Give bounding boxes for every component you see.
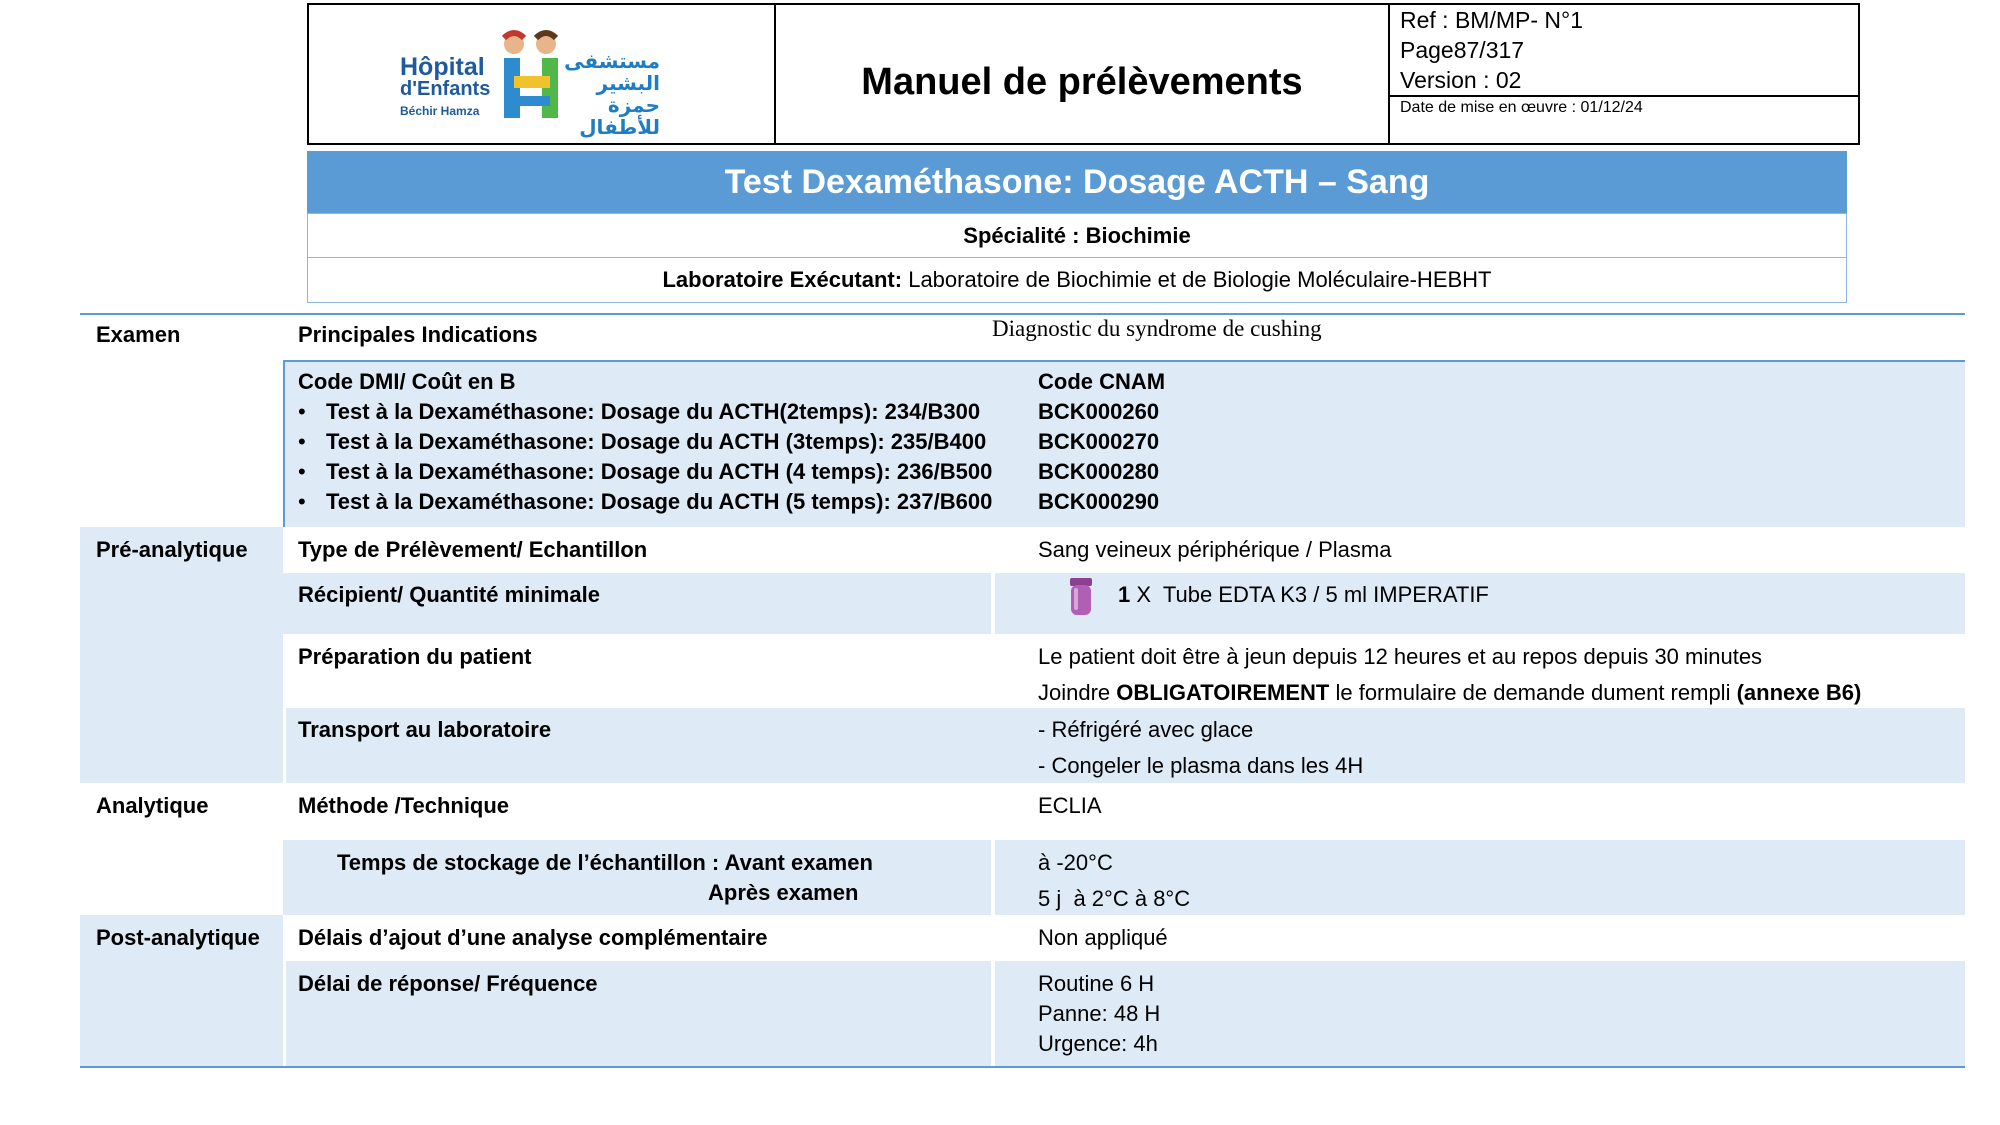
edta-tube-icon xyxy=(1068,576,1094,618)
reponse-panne: Panne: 48 H xyxy=(1038,1001,1161,1026)
column-divider xyxy=(991,573,995,634)
document-meta xyxy=(1390,3,1860,97)
doc-date: Date de mise en œuvre : 01/12/24 xyxy=(1400,99,1643,116)
reponse-label: Délai de réponse/ Fréquence xyxy=(298,971,598,996)
cnam-code: BCK000290 xyxy=(1038,489,1160,514)
cnam-list xyxy=(1038,397,1159,517)
column-divider xyxy=(283,708,286,783)
prep-label: Préparation du patient xyxy=(298,644,532,669)
code-list xyxy=(298,397,992,517)
table-top-rule xyxy=(80,313,1965,315)
doc-ref: Ref : BM/MP- N°1 xyxy=(1400,7,1584,33)
cnam-code: BCK000270 xyxy=(1038,429,1160,454)
delais-label: Délais d’ajout d’une analyse complémentaire xyxy=(298,925,768,950)
doc-version: Version : 02 xyxy=(1400,67,1522,93)
code-item-label: Test à la Dexaméthasone: Dosage du ACTH (4 temps): 236/B500 xyxy=(326,459,993,484)
labo-value: Laboratoire de Biochimie et de Biologie Moléculaire-HEBHT xyxy=(902,267,1492,292)
reponse-routine: Routine 6 H xyxy=(1038,971,1155,996)
list-item: • Test à la Dexaméthasone: Dosage du ACTH(2temps): 234/B300 xyxy=(298,397,992,427)
stockage-label-2: Après examen xyxy=(708,880,859,905)
prep-text-b: OBLIGATOIREMENT xyxy=(1116,680,1330,705)
transport-1: - Réfrigéré avec glace xyxy=(1038,717,1254,742)
section-examen: Examen xyxy=(96,322,181,347)
laboratoire-executant xyxy=(307,258,1847,303)
reponse-values xyxy=(1038,969,1160,1059)
code-item-label: Test à la Dexaméthasone: Dosage du ACTH (3temps): 235/B400 xyxy=(326,429,987,454)
code-item-label: Test à la Dexaméthasone: Dosage du ACTH (5 temps): 237/B600 xyxy=(326,489,993,514)
cnam-code: BCK000260 xyxy=(1038,399,1160,424)
prep-text-a: Joindre xyxy=(1038,680,1117,705)
recipient-qty: 1 xyxy=(1118,582,1131,607)
section-post-analytique: Post-analytique xyxy=(96,925,260,950)
delais-value: Non appliqué xyxy=(1038,925,1168,950)
methode-value: ECLIA xyxy=(1038,793,1102,818)
prep-line-2 xyxy=(1038,678,1861,708)
specialite: Spécialité : Biochimie xyxy=(307,213,1847,258)
code-item-label: Test à la Dexaméthasone: Dosage du ACTH(2temps): 234/B300 xyxy=(326,399,981,424)
recipient-text: X Tube EDTA K3 / 5 ml IMPERATIF xyxy=(1130,582,1489,607)
column-divider xyxy=(283,961,286,1066)
list-item: • Test à la Dexaméthasone: Dosage du ACTH (3temps): 235/B400 xyxy=(298,427,992,457)
hospital-logo-arabic xyxy=(564,49,660,139)
column-divider xyxy=(991,840,995,915)
logo-ar-line-2: البشير حمزة xyxy=(596,71,660,117)
list-item: • Test à la Dexaméthasone: Dosage du ACTH (4 temps): 236/B500 xyxy=(298,457,992,487)
labo-label: Laboratoire Exécutant: xyxy=(662,267,903,292)
list-item: • Test à la Dexaméthasone: Dosage du ACTH (5 temps): 237/B600 xyxy=(298,487,992,517)
prep-line-1: Le patient doit être à jeun depuis 12 heures et au repos depuis 30 minutes xyxy=(1038,644,1763,669)
type-label: Type de Prélèvement/ Echantillon xyxy=(298,537,648,562)
section-pre-analytique: Pré-analytique xyxy=(96,537,248,562)
code-dmi-label: Code DMI/ Coût en B xyxy=(298,369,516,394)
transport-label: Transport au laboratoire xyxy=(298,717,552,742)
reponse-urgence: Urgence: 4h xyxy=(1038,1031,1158,1056)
code-cnam-label: Code CNAM xyxy=(1038,369,1166,394)
section-analytique: Analytique xyxy=(96,793,209,818)
doc-page: Page87/317 xyxy=(1400,37,1525,63)
test-title-banner: Test Dexaméthasone: Dosage ACTH – Sang xyxy=(307,151,1847,213)
cnam-code: BCK000280 xyxy=(1038,459,1160,484)
table-bottom-rule xyxy=(80,1066,1965,1068)
stockage-value-1: à -20°C xyxy=(1038,850,1113,875)
transport-2: - Congeler le plasma dans les 4H xyxy=(1038,753,1364,778)
recipient-value xyxy=(1118,580,1489,610)
indications-value: Diagnostic du syndrome de cushing xyxy=(992,316,1322,341)
stockage-value-2: 5 j à 2°C à 8°C xyxy=(1038,886,1191,911)
stockage-label-1: Temps de stockage de l’échantillon : Avant examen xyxy=(337,850,873,875)
column-divider xyxy=(991,961,995,1066)
prep-text-d: (annexe B6) xyxy=(1736,680,1862,705)
logo-line-3: Béchir Hamza xyxy=(400,104,480,118)
document-title: Manuel de prélèvements xyxy=(776,3,1390,145)
hospital-logo-french xyxy=(400,53,491,122)
indications-label: Principales Indications xyxy=(298,322,538,347)
type-value: Sang veineux périphérique / Plasma xyxy=(1038,537,1392,562)
logo-line-1: Hôpital xyxy=(400,53,485,81)
recipient-label: Récipient/ Quantité minimale xyxy=(298,582,600,607)
logo-ar-line-3: للأطفال xyxy=(579,115,660,139)
pre-section-band xyxy=(80,527,283,783)
hospital-logo-icon xyxy=(500,30,566,120)
methode-label: Méthode /Technique xyxy=(298,793,510,818)
logo-ar-line-1: مستشفى xyxy=(564,49,660,73)
prep-text-c: le formulaire de demande dument rempli xyxy=(1329,680,1737,705)
logo-line-2: d'Enfants xyxy=(400,78,491,100)
